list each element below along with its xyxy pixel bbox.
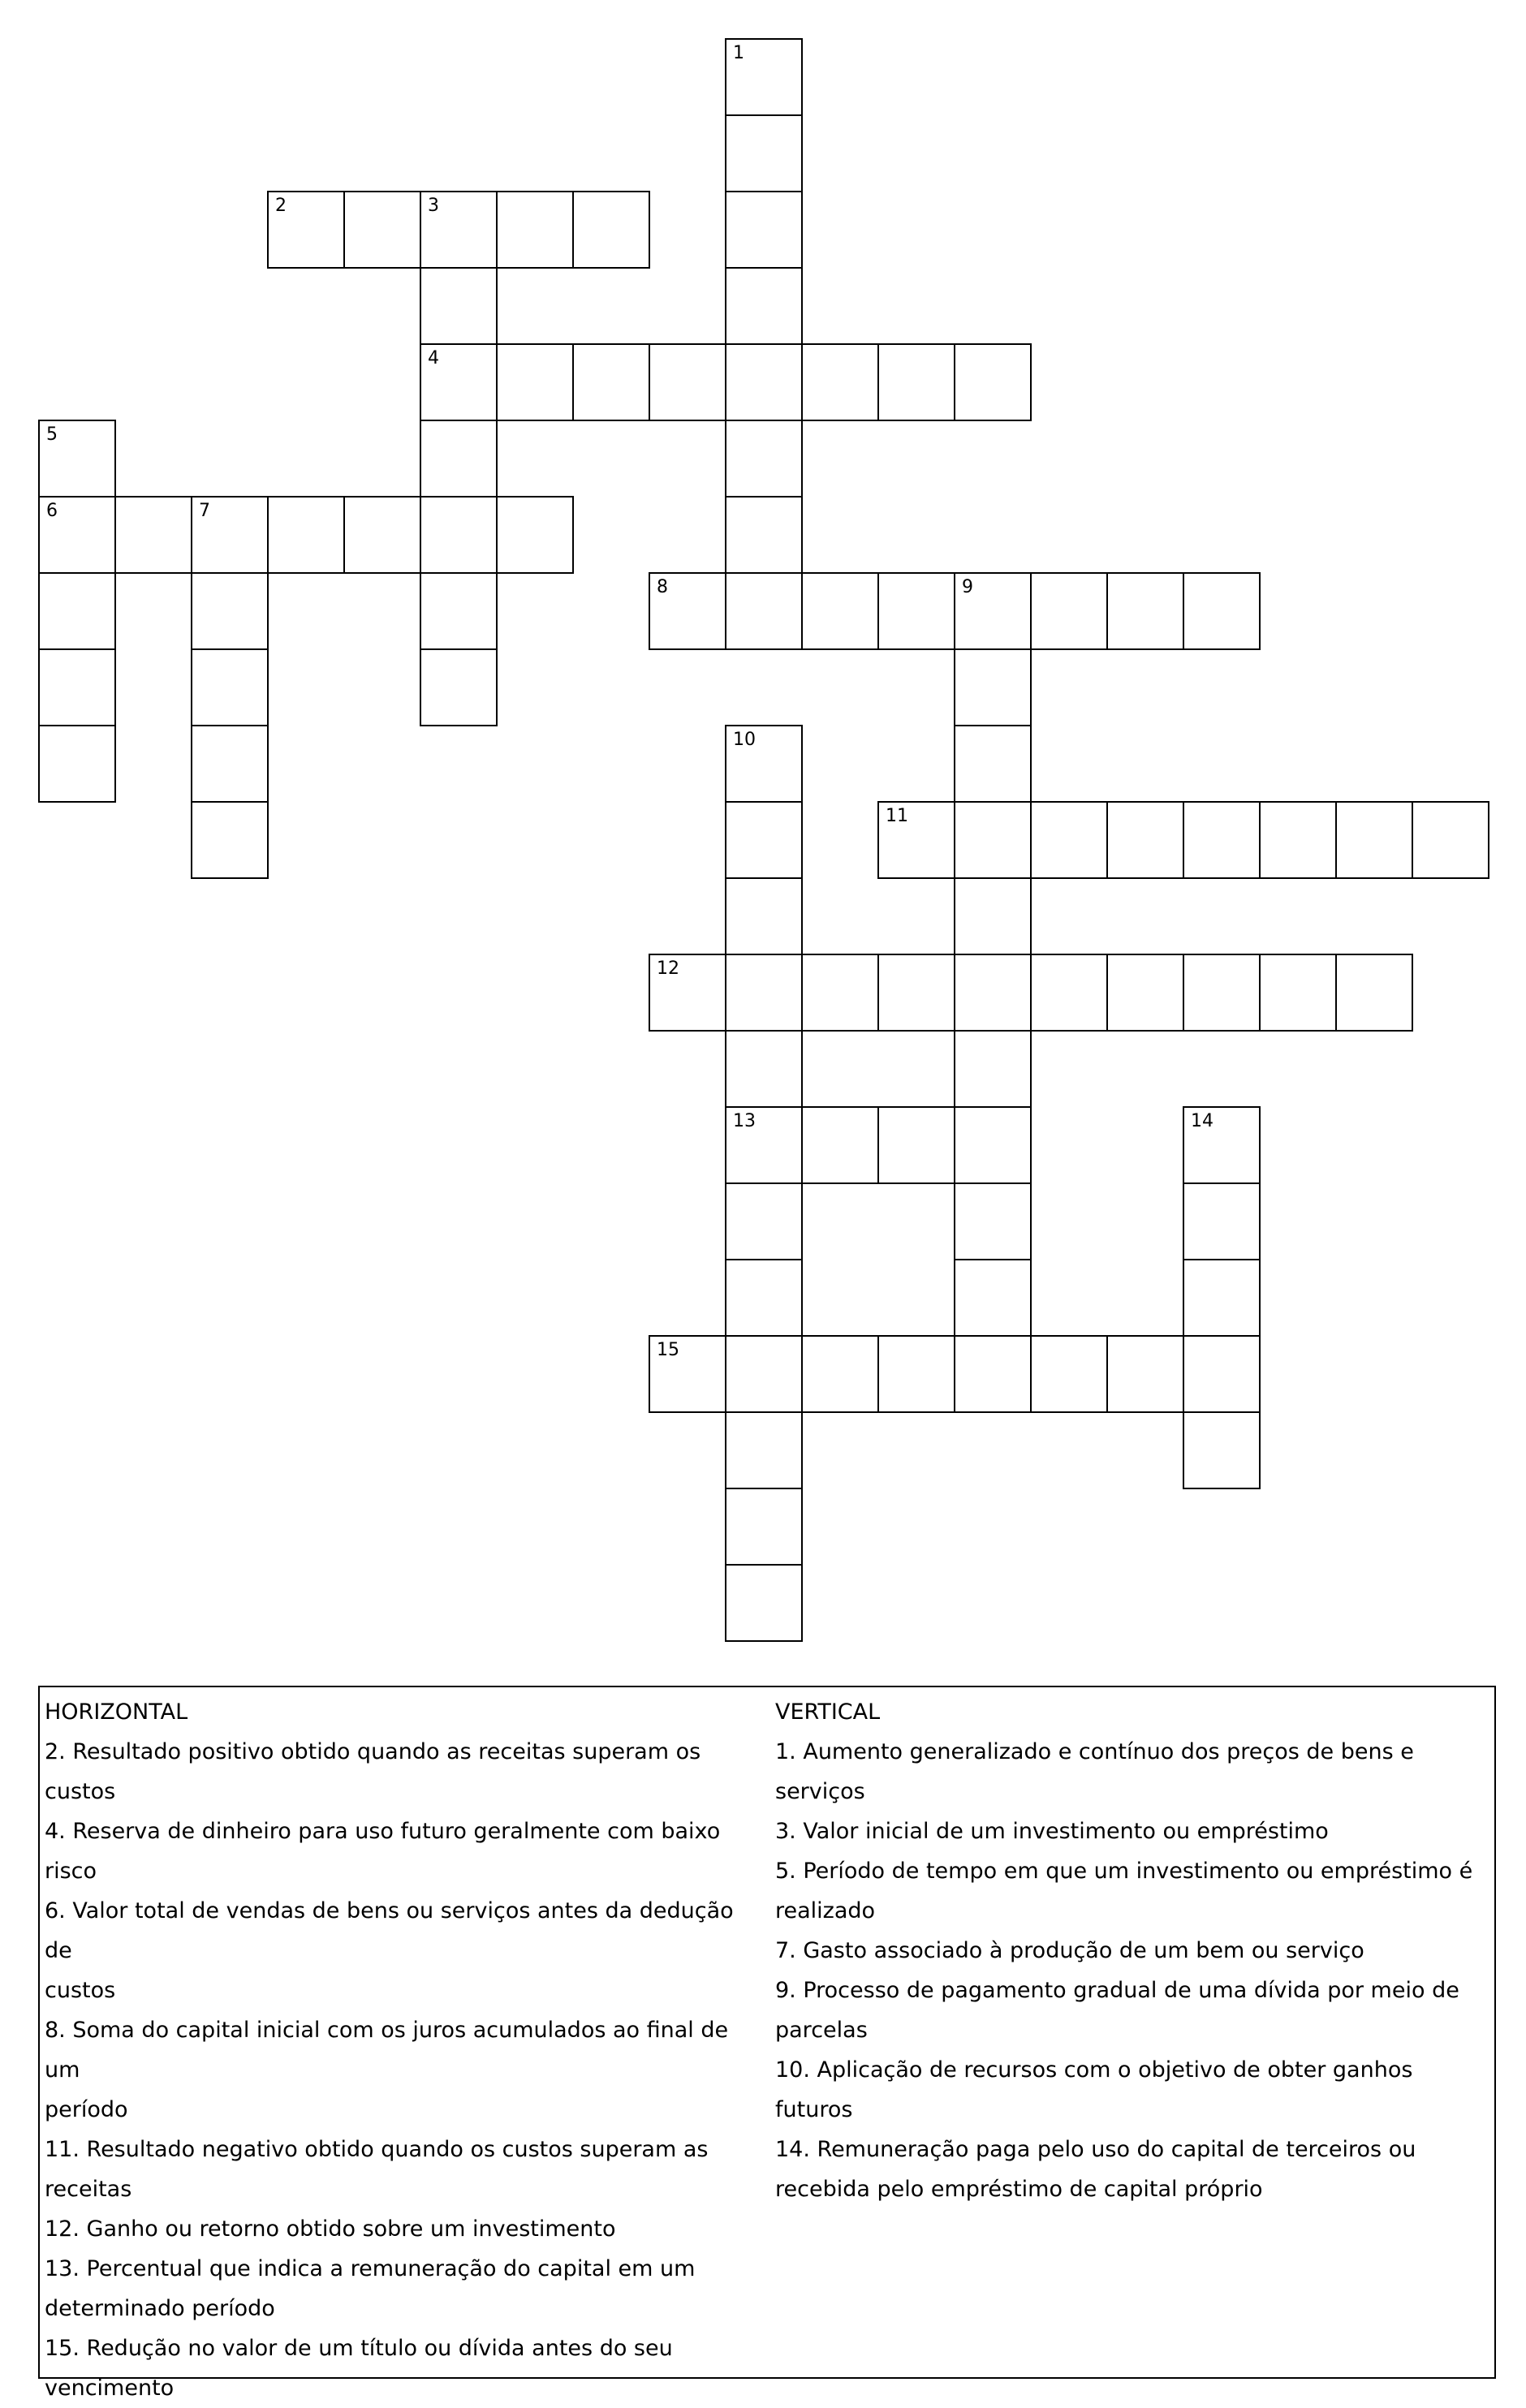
grid-cell[interactable]	[1259, 954, 1337, 1032]
grid-cell[interactable]	[1183, 1411, 1261, 1489]
grid-cell[interactable]	[725, 1488, 803, 1566]
vertical-clue-line: serviços	[775, 1779, 865, 1804]
clue-number: 14	[1191, 1111, 1213, 1131]
grid-cell[interactable]	[1183, 1182, 1261, 1260]
grid-cell[interactable]	[420, 648, 498, 726]
clue-number: 11	[886, 806, 908, 826]
grid-cell[interactable]	[877, 572, 955, 650]
grid-cell[interactable]	[725, 1259, 803, 1337]
vertical-clue-line: recebida pelo empréstimo de capital próprio	[775, 2177, 1263, 2202]
grid-cell[interactable]	[1030, 801, 1108, 879]
grid-cell[interactable]	[114, 496, 192, 574]
grid-cell[interactable]	[725, 801, 803, 879]
grid-cell[interactable]	[572, 191, 650, 269]
grid-cell[interactable]	[420, 191, 498, 269]
vertical-clue-line: 5. Período de tempo em que um investimento ou empréstimo é	[775, 1859, 1473, 1884]
grid-cell[interactable]	[1030, 954, 1108, 1032]
grid-cell[interactable]	[343, 496, 421, 574]
grid-cell[interactable]	[649, 343, 726, 421]
grid-cell[interactable]	[725, 1564, 803, 1642]
grid-cell[interactable]	[954, 1259, 1032, 1337]
vertical-clue-line: parcelas	[775, 2018, 868, 2043]
grid-cell[interactable]	[954, 954, 1032, 1032]
clue-number: 3	[428, 196, 439, 216]
grid-cell[interactable]	[191, 648, 269, 726]
grid-cell[interactable]	[191, 801, 269, 879]
grid-cell[interactable]	[725, 725, 803, 803]
grid-cell[interactable]	[496, 496, 574, 574]
horizontal-clue-line: receitas	[45, 2177, 132, 2202]
grid-cell[interactable]	[1183, 1106, 1261, 1184]
horizontal-clue-line: 4. Reserva de dinheiro para uso futuro geralmente com baixo	[45, 1819, 721, 1844]
grid-cell[interactable]	[38, 725, 116, 803]
vertical-clues-column	[775, 1692, 1489, 2209]
grid-cell[interactable]	[1183, 1259, 1261, 1337]
grid-cell[interactable]	[725, 267, 803, 345]
grid-cell[interactable]	[725, 1335, 803, 1413]
grid-cell[interactable]	[877, 954, 955, 1032]
horizontal-clue-line: 6. Valor total de vendas de bens ou serviços antes da dedução de	[45, 1898, 734, 1963]
clues-box	[38, 1686, 1496, 2401]
grid-cell[interactable]	[801, 1335, 879, 1413]
clue-number: 9	[962, 577, 973, 597]
vertical-clue-line: 10. Aplicação de recursos com o objetivo de obter ganhos futuros	[775, 2057, 1413, 2122]
clue-number: 13	[733, 1111, 756, 1131]
grid-cell[interactable]	[420, 572, 498, 650]
grid-cell[interactable]	[954, 1106, 1032, 1184]
grid-cell[interactable]	[420, 496, 498, 574]
grid-cell[interactable]	[343, 191, 421, 269]
grid-cell[interactable]	[649, 572, 726, 650]
grid-cell[interactable]	[954, 343, 1032, 421]
grid-cell[interactable]	[725, 877, 803, 955]
horizontal-clue-line: 15. Redução no valor de um título ou dívida antes do seu	[45, 2336, 673, 2361]
grid-cell[interactable]	[1183, 1335, 1261, 1413]
grid-cell[interactable]	[954, 1335, 1032, 1413]
grid-cell[interactable]	[877, 1106, 955, 1184]
grid-cell[interactable]	[572, 343, 650, 421]
clue-number: 6	[46, 501, 58, 521]
vertical-clue-list	[775, 1732, 1489, 2209]
grid-cell[interactable]	[267, 191, 345, 269]
grid-cell[interactable]	[38, 420, 116, 498]
horizontal-clues-column	[45, 1692, 759, 2408]
horizontal-clue-line: custos	[45, 1779, 116, 1804]
grid-cell[interactable]	[725, 343, 803, 421]
grid-cell[interactable]	[1335, 954, 1413, 1032]
grid-cell[interactable]	[954, 1030, 1032, 1108]
grid-cell[interactable]	[1106, 954, 1184, 1032]
grid-cell[interactable]	[38, 648, 116, 726]
grid-cell[interactable]	[877, 343, 955, 421]
grid-cell[interactable]	[1183, 954, 1261, 1032]
grid-cell[interactable]	[725, 420, 803, 498]
grid-cell[interactable]	[191, 725, 269, 803]
clue-number: 5	[46, 424, 58, 445]
horizontal-clue-list	[45, 1732, 759, 2408]
vertical-clue-line: 9. Processo de pagamento gradual de uma dívida por meio de	[775, 1978, 1459, 2003]
grid-cell[interactable]	[267, 496, 345, 574]
grid-cell[interactable]	[1106, 1335, 1184, 1413]
grid-cell[interactable]	[725, 1411, 803, 1489]
grid-cell[interactable]	[954, 725, 1032, 803]
grid-cell[interactable]	[1183, 801, 1261, 879]
vertical-clue-line: realizado	[775, 1898, 876, 1923]
grid-cell[interactable]	[877, 801, 955, 879]
grid-cell[interactable]	[725, 114, 803, 192]
grid-cell[interactable]	[954, 1182, 1032, 1260]
grid-cell[interactable]	[725, 954, 803, 1032]
clue-number: 1	[733, 43, 744, 63]
grid-cell[interactable]	[420, 267, 498, 345]
vertical-clue-line: 3. Valor inicial de um investimento ou empréstimo	[775, 1819, 1329, 1844]
vertical-clue-line: 1. Aumento generalizado e contínuo dos preços de bens e	[775, 1739, 1414, 1764]
horizontal-heading: HORIZONTAL	[45, 1699, 188, 1725]
grid-cell[interactable]	[725, 1030, 803, 1108]
grid-cell[interactable]	[801, 572, 879, 650]
grid-cell[interactable]	[725, 1182, 803, 1260]
horizontal-clue-line: 8. Soma do capital inicial com os juros acumulados ao final de um	[45, 2018, 729, 2083]
grid-cell[interactable]	[191, 496, 269, 574]
grid-cell[interactable]	[954, 648, 1032, 726]
clue-number: 7	[199, 501, 210, 521]
grid-cell[interactable]	[954, 801, 1032, 879]
grid-cell[interactable]	[420, 343, 498, 421]
grid-cell[interactable]	[1106, 572, 1184, 650]
grid-cell[interactable]	[420, 420, 498, 498]
grid-cell[interactable]	[725, 191, 803, 269]
horizontal-clue-line: vencimento	[45, 2376, 175, 2401]
grid-cell[interactable]	[954, 877, 1032, 955]
horizontal-clue-line: 11. Resultado negativo obtido quando os custos superam as	[45, 2137, 709, 2162]
grid-cell[interactable]	[38, 496, 116, 574]
grid-cell[interactable]	[191, 572, 269, 650]
grid-cell[interactable]	[725, 496, 803, 574]
grid-cell[interactable]	[801, 954, 879, 1032]
grid-cell[interactable]	[1183, 572, 1261, 650]
grid-cell[interactable]	[38, 572, 116, 650]
vertical-heading: VERTICAL	[775, 1699, 881, 1725]
grid-cell[interactable]	[725, 1106, 803, 1184]
vertical-clue-line: 7. Gasto associado à produção de um bem ou serviço	[775, 1938, 1364, 1963]
grid-cell[interactable]	[1412, 801, 1489, 879]
horizontal-clue-line: determinado período	[45, 2296, 275, 2321]
grid-cell[interactable]	[496, 343, 574, 421]
grid-cell[interactable]	[1030, 572, 1108, 650]
clue-number: 15	[657, 1340, 679, 1360]
grid-cell[interactable]	[801, 343, 879, 421]
grid-cell[interactable]	[649, 1335, 726, 1413]
clue-number: 2	[275, 196, 287, 216]
clue-number: 4	[428, 348, 439, 368]
horizontal-clue-line: risco	[45, 1859, 97, 1884]
clue-number: 12	[657, 958, 679, 979]
horizontal-clue-line: 2. Resultado positivo obtido quando as receitas superam os	[45, 1739, 701, 1764]
horizontal-clue-line: 12. Ganho ou retorno obtido sobre um investimento	[45, 2216, 616, 2242]
horizontal-clue-line: período	[45, 2097, 128, 2122]
grid-cell[interactable]	[649, 954, 726, 1032]
grid-cell[interactable]	[725, 572, 803, 650]
vertical-clue-line: 14. Remuneração paga pelo uso do capital de terceiros ou	[775, 2137, 1416, 2162]
clue-number: 8	[657, 577, 668, 597]
grid-cell[interactable]	[496, 191, 574, 269]
grid-cell[interactable]	[725, 38, 803, 116]
grid-cell[interactable]	[1259, 801, 1337, 879]
grid-cell[interactable]	[1335, 801, 1413, 879]
grid-cell[interactable]	[877, 1335, 955, 1413]
grid-cell[interactable]	[1106, 801, 1184, 879]
clue-number: 10	[733, 730, 756, 750]
grid-cell[interactable]	[801, 1106, 879, 1184]
grid-cell[interactable]	[954, 572, 1032, 650]
grid-cell[interactable]	[1030, 1335, 1108, 1413]
horizontal-clue-line: 13. Percentual que indica a remuneração do capital em um	[45, 2256, 696, 2281]
horizontal-clue-line: custos	[45, 1978, 116, 2003]
